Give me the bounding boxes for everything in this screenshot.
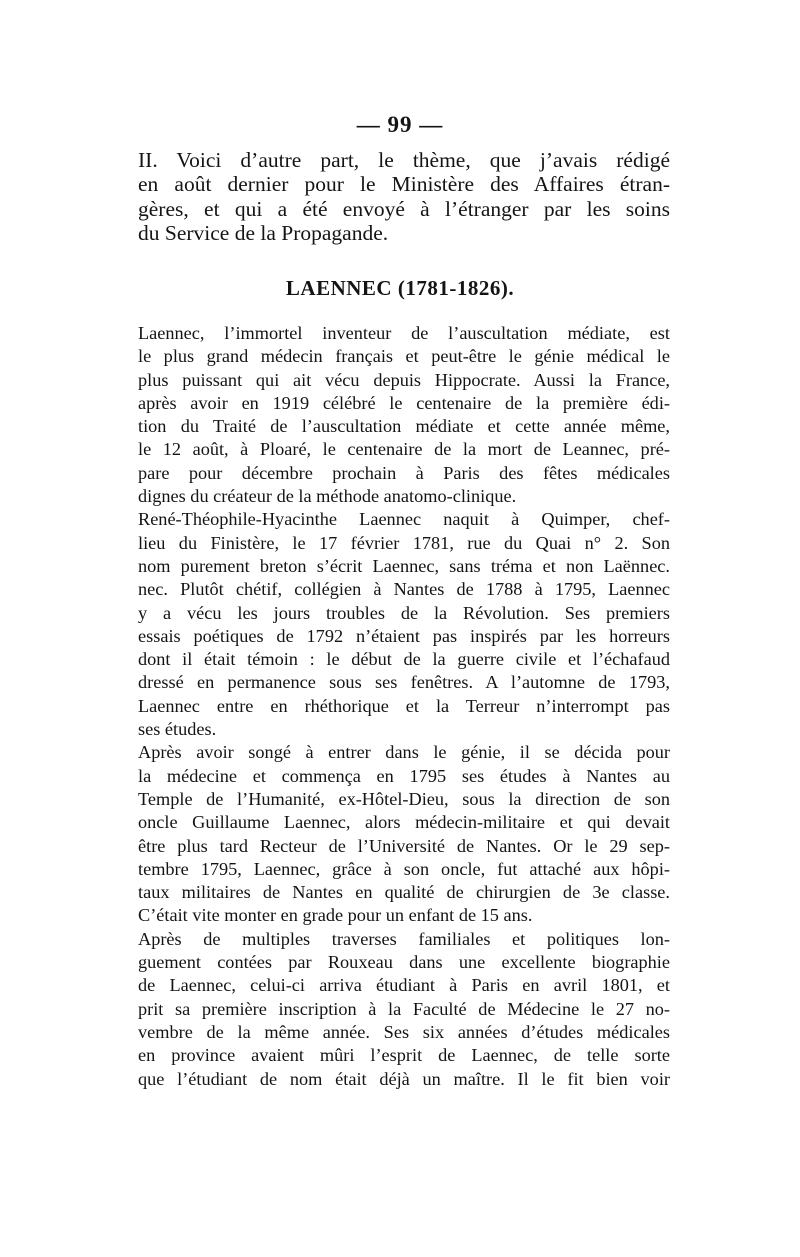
body-line: Laennec entre en rhéthorique et la Terreur n’interrompt pas bbox=[138, 695, 670, 716]
page-number: — 99 — bbox=[356, 112, 444, 137]
body-line: Laennec, l’immortel inventeur de l’auscultation médiate, est bbox=[138, 323, 670, 343]
body-line: taux militaires de Nantes en qualité de chirurgien de 3e classe. bbox=[138, 882, 670, 903]
body-line: en province avaient mûri l’esprit de Laennec, de telle sorte bbox=[138, 1045, 670, 1066]
body-line: après avoir en 1919 célébré le centenaire de la première édi- bbox=[138, 392, 670, 413]
body-line: que l’étudiant de nom était déjà un maître. Il le fit bien voir bbox=[138, 1068, 670, 1089]
body-line: guement contées par Rouxeau dans une excellente biographie bbox=[138, 952, 670, 973]
body-line: le plus grand médecin français et peut-être le génie médical le bbox=[138, 346, 670, 367]
body-line: ses études. bbox=[138, 719, 217, 740]
body-line: René-Théophile-Hyacinthe Laennec naquit à Quimper, chef- bbox=[138, 509, 670, 530]
body-line: oncle Guillaume Laennec, alors médecin-militaire et qui devait bbox=[138, 812, 670, 833]
body-line: essais poétiques de 1792 n’étaient pas inspirés par les horreurs bbox=[138, 625, 670, 646]
body-line: dignes du créateur de la méthode anatomo-clinique. bbox=[138, 486, 517, 507]
body-line: nec. Plutôt chétif, collégien à Nantes de 1788 à 1795, Laennec bbox=[138, 579, 670, 600]
body-line: lieu du Finistère, le 17 février 1781, rue du Quai n° 2. Son bbox=[138, 532, 670, 553]
body-line: nom purement breton s’écrit Laennec, sans tréma et non Laënnec. bbox=[138, 555, 670, 576]
body-line: C’était vite monter en grade pour un enfant de 15 ans. bbox=[138, 905, 533, 926]
body-line: pare pour décembre prochain à Paris des fêtes médicales bbox=[138, 462, 670, 483]
body-line: de Laennec, celui-ci arriva étudiant à Paris en avril 1801, et bbox=[138, 975, 670, 996]
body-line: être plus tard Recteur de l’Université de Nantes. Or le 29 sep- bbox=[138, 835, 670, 856]
body-line: dont il était témoin : le début de la guerre civile et l’échafaud bbox=[138, 649, 670, 670]
intro-line: II. Voici d’autre part, le thème, que j’avais rédigé bbox=[138, 148, 670, 172]
section-heading: LAENNEC (1781-1826). bbox=[285, 276, 515, 300]
intro-line: gères, et qui a été envoyé à l’étranger par les soins bbox=[138, 196, 670, 221]
body-text bbox=[138, 322, 670, 1091]
body-line: le 12 août, à Ploaré, le centenaire de la mort de Leannec, pré- bbox=[138, 439, 670, 460]
body-line: y a vécu les jours troubles de la Révolution. Ses premiers bbox=[138, 602, 670, 623]
body-line: Après avoir songé à entrer dans le génie, il se décida pour bbox=[138, 742, 670, 763]
body-line: prit sa première inscription à la Faculté de Médecine le 27 no- bbox=[138, 998, 670, 1019]
intro-line: du Service de la Propagande. bbox=[138, 221, 389, 246]
body-line: plus puissant qui ait vécu depuis Hippocrate. Aussi la France, bbox=[138, 369, 670, 390]
body-line: Temple de l’Humanité, ex-Hôtel-Dieu, sous la direction de son bbox=[138, 788, 670, 809]
body-line: vembre de la même année. Ses six années d’études médicales bbox=[138, 1021, 670, 1042]
body-line: Après de multiples traverses familiales et politiques lon- bbox=[138, 928, 670, 949]
intro-paragraph bbox=[138, 148, 670, 246]
body-line: tembre 1795, Laennec, grâce à son oncle, fut attaché aux hôpi- bbox=[138, 858, 670, 879]
body-line: tion du Traité de l’auscultation médiate et cette année même, bbox=[138, 416, 670, 437]
body-line: la médecine et commença en 1795 ses études à Nantes au bbox=[138, 765, 670, 786]
intro-line: en août dernier pour le Ministère des Affaires étran- bbox=[138, 172, 670, 197]
body-line: dressé en permanence sous ses fenêtres. A l’automne de 1793, bbox=[138, 672, 670, 693]
